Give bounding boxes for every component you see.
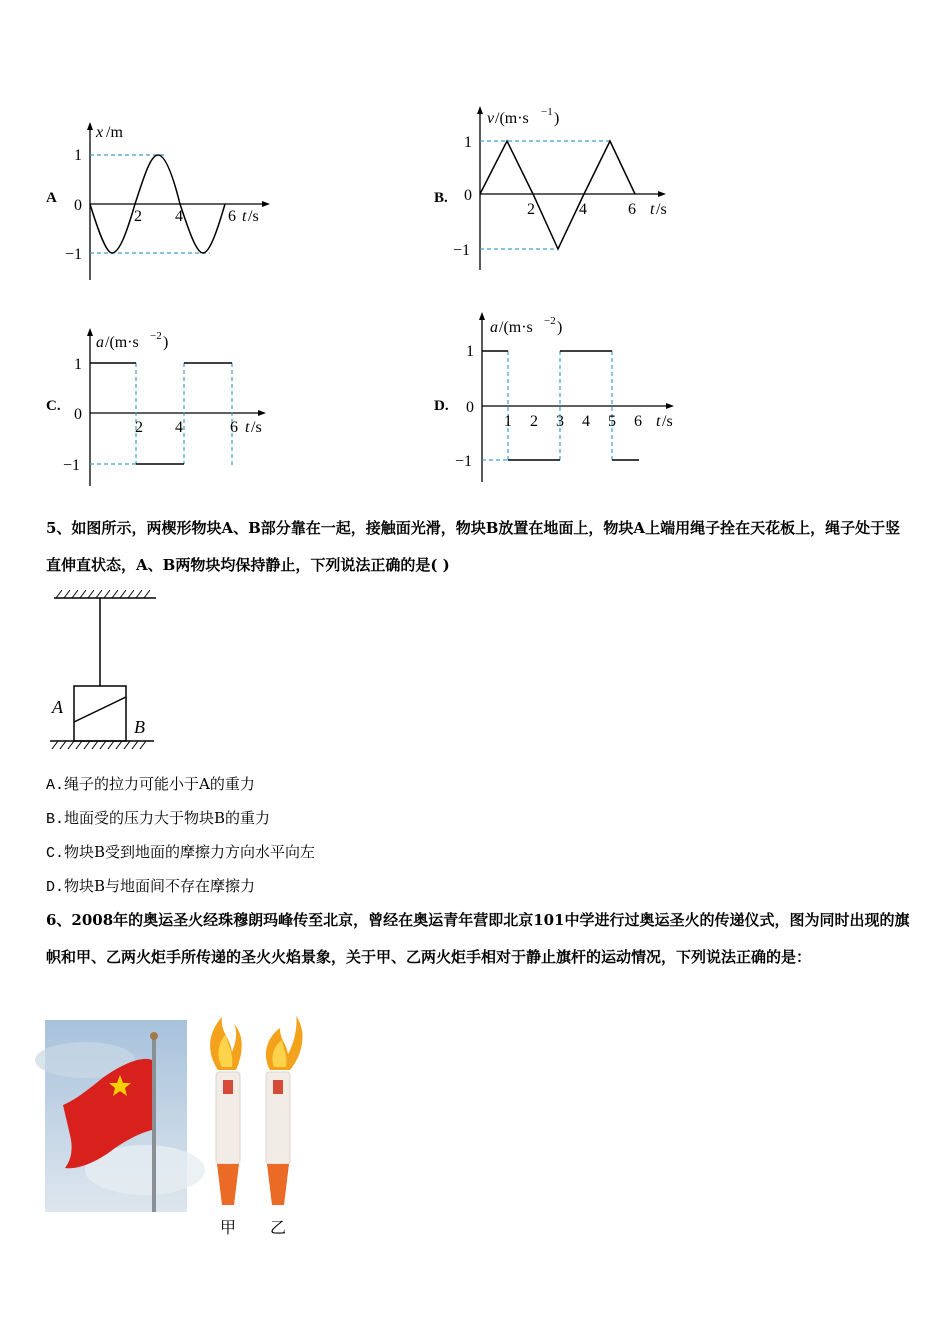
wedge-figure — [46, 588, 166, 757]
torch-label-jia: 甲 — [220, 1218, 237, 1237]
wedge-block — [74, 686, 126, 741]
t-label-var: t — [656, 413, 661, 430]
pole-finial — [150, 1032, 158, 1040]
x-tick: 5 — [608, 413, 616, 430]
x-tick: 4 — [175, 419, 183, 436]
velocity-line — [480, 141, 635, 249]
y-label-exp: −2 — [544, 315, 556, 327]
y-axis-arrow — [87, 122, 93, 130]
torch-label-yi: 乙 — [270, 1218, 287, 1237]
choice-a[interactable]: A.绳子的拉力可能小于A的重力 — [46, 775, 255, 794]
y-label-close: ) — [554, 110, 560, 127]
ground-hatch — [52, 741, 146, 749]
x-tick: 2 — [527, 201, 535, 218]
torch-yi — [266, 1016, 303, 1205]
choice-b[interactable]: B.地面受的压力大于物块B的重力 — [46, 809, 271, 828]
x-tick: 4 — [579, 201, 587, 218]
t-label-unit: /s — [662, 413, 673, 430]
x-axis-arrow — [258, 410, 266, 416]
y-axis-arrow — [479, 312, 485, 320]
y-tick: 0 — [466, 399, 474, 416]
y-label-var: v — [487, 110, 495, 127]
t-label-var: t — [245, 419, 250, 436]
choice-d[interactable]: D.物块B与地面间不存在摩擦力 — [46, 877, 256, 896]
y-tick: 0 — [464, 187, 472, 204]
graph-c-at — [60, 326, 290, 500]
ceiling-hatch — [56, 590, 150, 598]
y-label-var: x — [96, 124, 104, 141]
x-tick: 4 — [582, 413, 590, 430]
x-tick: 3 — [556, 413, 564, 430]
y-tick: 1 — [74, 147, 82, 164]
t-label-unit: /s — [248, 208, 259, 225]
x-tick: 4 — [175, 208, 183, 225]
y-tick: −1 — [453, 242, 471, 259]
y-tick: 1 — [74, 356, 82, 373]
y-label-exp: −1 — [541, 106, 553, 118]
x-axis-arrow — [666, 403, 674, 409]
label-b: B — [134, 717, 145, 737]
x-tick: 2 — [135, 419, 143, 436]
x-tick: 2 — [134, 208, 142, 225]
contact-surface — [74, 697, 126, 722]
y-tick: −1 — [63, 457, 81, 474]
x-tick: 6 — [628, 201, 636, 218]
y-label-close: ) — [163, 334, 169, 351]
t-label-var: t — [242, 208, 247, 225]
choice-c[interactable]: C.物块B受到地面的摩擦力方向水平向左 — [46, 843, 316, 862]
y-axis-arrow — [87, 328, 93, 336]
t-label-var: t — [650, 201, 655, 218]
y-tick: 0 — [74, 197, 82, 214]
y-axis-arrow — [477, 106, 483, 114]
y-label-exp: −2 — [150, 330, 162, 342]
x-tick: 6 — [634, 413, 642, 430]
t-label-unit: /s — [251, 419, 262, 436]
option-label-c: C. — [46, 398, 61, 414]
y-label-unit: /m — [106, 124, 123, 141]
x-tick: 6 — [228, 208, 236, 225]
graph-d-at — [452, 310, 692, 489]
option-label-b: B. — [434, 190, 448, 206]
option-label-d: D. — [434, 398, 449, 414]
y-label-var: a — [96, 334, 104, 351]
y-tick: 1 — [464, 134, 472, 151]
y-label-unit: /(m·s — [499, 319, 533, 336]
y-tick: 1 — [466, 343, 474, 360]
torches-figure — [198, 1012, 308, 1216]
flag-photo — [45, 1020, 187, 1216]
graph-a-xt — [60, 120, 290, 294]
flagpole — [152, 1036, 156, 1212]
label-a: A — [52, 697, 63, 717]
question-6-text: 6、2008年的奥运圣火经珠穆朗玛峰传至北京，曾经在奥运青年营即北京101中学进行过奥运圣火的传递仪式，图为同时出现的旗帜和甲、乙两火炬手所传递的圣火火焰景象，关于甲、乙两火炬手相对于静止旗杆的运动情况，下列说法正确的是： — [46, 911, 910, 966]
t-label-unit: /s — [656, 201, 667, 218]
y-label-var: a — [490, 319, 498, 336]
x-tick: 1 — [504, 413, 512, 430]
x-tick: 6 — [230, 419, 238, 436]
y-label-unit: /(m·s — [495, 110, 529, 127]
y-label-unit: /(m·s — [105, 334, 139, 351]
torch-jia — [210, 1017, 242, 1205]
option-label-a: A — [46, 190, 57, 206]
y-tick: 0 — [74, 406, 82, 423]
graph-b-vt — [450, 104, 680, 278]
x-tick: 2 — [530, 413, 538, 430]
y-tick: −1 — [455, 453, 473, 470]
question-5-text: 5、如图所示，两楔形物块A、B部分靠在一起，接触面光滑，物块B放置在地面上，物块A上端用绳子拴在天花板上，绳子处于竖直伸直状态，A、B两物块均保持静止，下列说法正确的是( ) — [46, 519, 901, 574]
y-label-close: ) — [557, 319, 563, 336]
x-axis-arrow — [262, 201, 270, 207]
x-axis-arrow — [658, 191, 666, 197]
y-tick: −1 — [65, 246, 83, 263]
